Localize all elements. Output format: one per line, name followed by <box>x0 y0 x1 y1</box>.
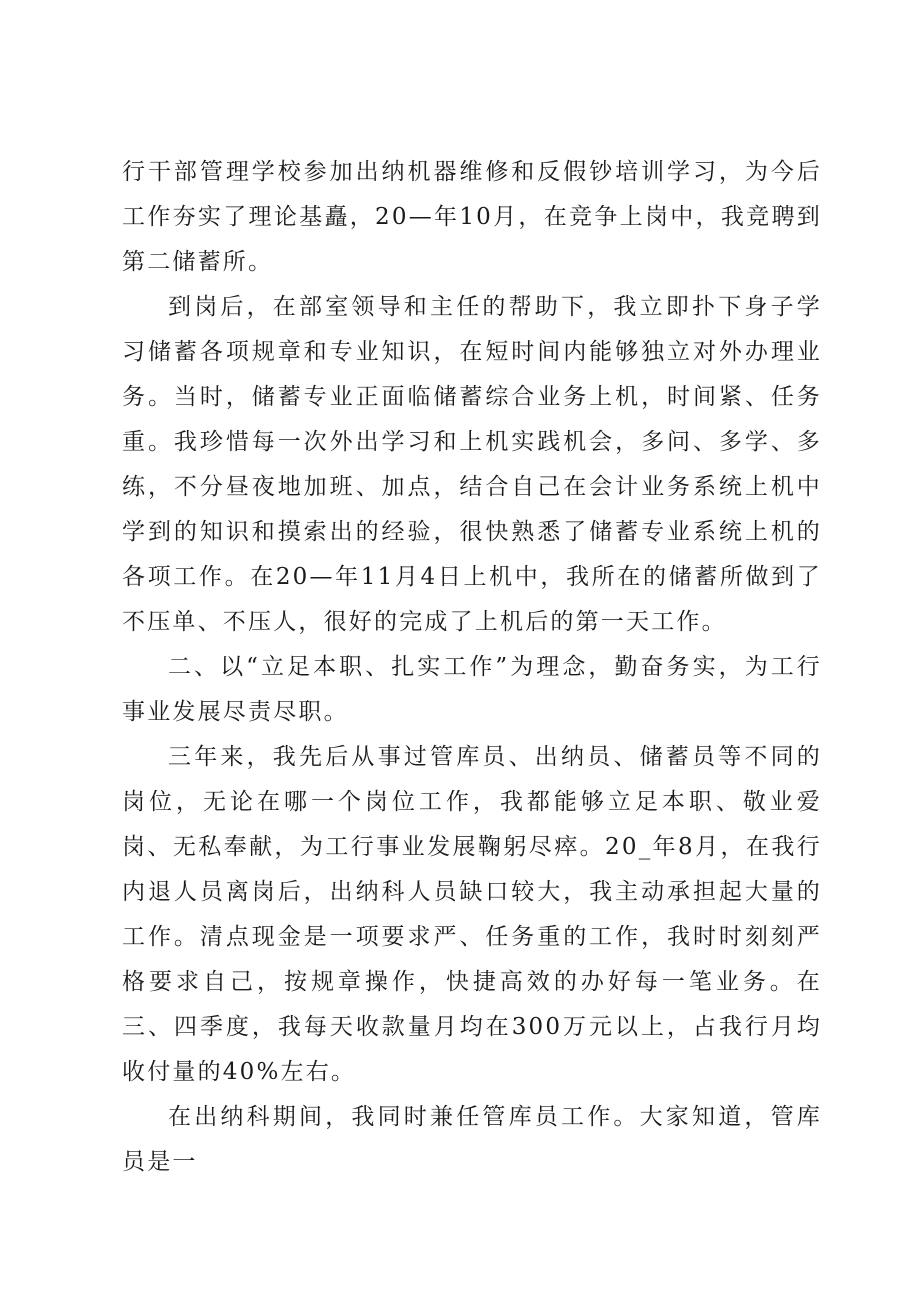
paragraph-post-duty: 到岗后，在部室领导和主任的帮助下，我立即扑下身子学习储蓄各项规章和专业知识，在短时间内能够独立对外办理业务。当时，储蓄专业正面临储蓄综合业务上机，时间紧、任务重。我珍惜每一次外出学习和上机实践机会，多问、多学、多练，不分昼夜地加班、加点，结合自己在会计业务系统上机中学到的知识和摸索出的经验，很快熟悉了储蓄专业系统上机的各项工作。在20—年11月4日上机中，我所在的储蓄所做到了不压单、不压人，很好的完成了上机后的第一天工作。 <box>122 294 822 635</box>
paragraph-cashier-period: 在出纳科期间，我同时兼任管库员工作。大家知道，管库员是一 <box>122 1104 822 1175</box>
paragraph-three-years: 三年来，我先后从事过管库员、出纳员、储蓄员等不同的岗位，无论在哪一个岗位工作，我都能够立足本职、敬业爱岗、无私奉献，为工行事业发展鞠躬尽瘁。20_年8月，在我行内退人员离岗后，出纳科人员缺口较大，我主动承担起大量的工作。清点现金是一项要求严、任务重的工作，我时时刻刻严格要求自己，按规章操作，快捷高效的办好每一笔业务。在三、四季度，我每天收款量月均在300万元以上，占我行月均收付量的40%左右。 <box>122 744 822 1085</box>
section-heading-2: 二、以“立足本职、扎实工作”为理念，勤奋务实，为工行事业发展尽责尽职。 <box>122 654 822 725</box>
paragraph-continued: 行干部管理学校参加出纳机器维修和反假钞培训学习，为今后工作夯实了理论基矗，20—年10月，在竞争上岗中，我竞聘到第二储蓄所。 <box>122 159 822 275</box>
document-body <box>122 150 822 1185</box>
